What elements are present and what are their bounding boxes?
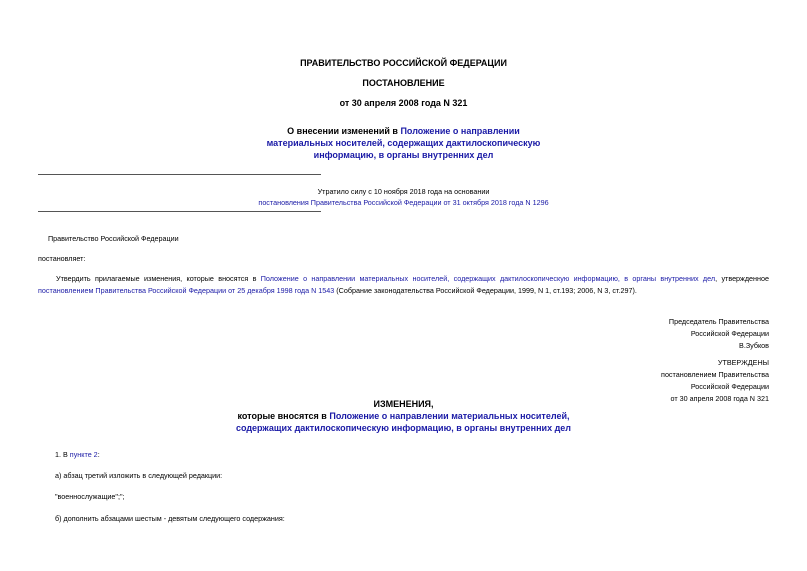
body-link-decree[interactable]: постановлением Правительства Российской Федерации от 25 декабря 1998 года N 1543 bbox=[38, 286, 335, 295]
approved-org: Российской Федерации bbox=[690, 382, 769, 391]
title-link-line2[interactable]: материальных носителей, содержащих дактилоскопическую bbox=[266, 138, 541, 148]
body-paragraph: Утвердить прилагаемые изменения, которые вносятся в Положение о направлении материальных носителей, содержащих дактилоскопическую информацию, в органы внутренних дел, утвержденное постановлением Правительства Российской Федерации от 25 декабря 1998 года N 1543 (Собрание законодательства Российской Федерации, 1999, N 1, ст.193; 2006, N 3, ст.297). bbox=[38, 274, 769, 295]
status-note bbox=[0, 186, 807, 208]
signature-block bbox=[669, 316, 769, 352]
title-link-line3[interactable]: информацию, в органы внутренних дел bbox=[313, 150, 494, 160]
document-title bbox=[0, 125, 807, 161]
signature-org: Российской Федерации bbox=[690, 329, 769, 338]
body-link-regulation[interactable]: Положение о направлении материальных носителей, содержащих дактилоскопическую информацию, в органы внутренних дел bbox=[260, 274, 716, 283]
body-government: Правительство Российской Федерации bbox=[48, 234, 179, 243]
approved-by: постановлением Правительства bbox=[661, 370, 769, 379]
header-government: ПРАВИТЕЛЬСТВО РОССИЙСКОЙ ФЕДЕРАЦИИ bbox=[300, 58, 507, 68]
signature-name: В.Зубков bbox=[739, 341, 769, 350]
item-a: а) абзац третий изложить в следующей редакции: bbox=[55, 471, 223, 480]
item-1-link[interactable]: пункте 2 bbox=[69, 450, 98, 459]
item-b: б) дополнить абзацами шестым - девятым следующего содержания: bbox=[55, 514, 285, 523]
changes-heading: ИЗМЕНЕНИЯ, bbox=[373, 399, 434, 409]
title-prefix: О внесении изменений в bbox=[287, 126, 401, 136]
changes-sub-prefix: которые вносятся в bbox=[237, 411, 330, 421]
item-1: 1. В пункте 2: bbox=[55, 450, 100, 459]
divider-bottom bbox=[38, 211, 321, 212]
title-link[interactable]: Положение о направлении bbox=[400, 126, 520, 136]
header-date-number: от 30 апреля 2008 года N 321 bbox=[339, 98, 468, 108]
approved-date: от 30 апреля 2008 года N 321 bbox=[670, 394, 769, 403]
status-note-text: Утратило силу с 10 ноября 2018 года на основании bbox=[317, 187, 490, 196]
header-doc-type: ПОСТАНОВЛЕНИЕ bbox=[362, 78, 445, 88]
item-a-quote: "военнослужащие";"; bbox=[55, 492, 125, 501]
body-resolves: постановляет: bbox=[38, 254, 86, 263]
changes-heading-block bbox=[0, 398, 807, 434]
divider-top bbox=[38, 174, 321, 175]
approved-title: УТВЕРЖДЕНЫ bbox=[717, 358, 769, 367]
changes-link-line2[interactable]: содержащих дактилоскопическую информацию, в органы внутренних дел bbox=[235, 423, 572, 433]
status-note-link[interactable]: постановления Правительства Российской Федерации от 31 октября 2018 года N 1296 bbox=[258, 198, 549, 207]
signature-position: Председатель Правительства bbox=[668, 317, 769, 326]
changes-link[interactable]: Положение о направлении материальных носителей, bbox=[329, 411, 570, 421]
